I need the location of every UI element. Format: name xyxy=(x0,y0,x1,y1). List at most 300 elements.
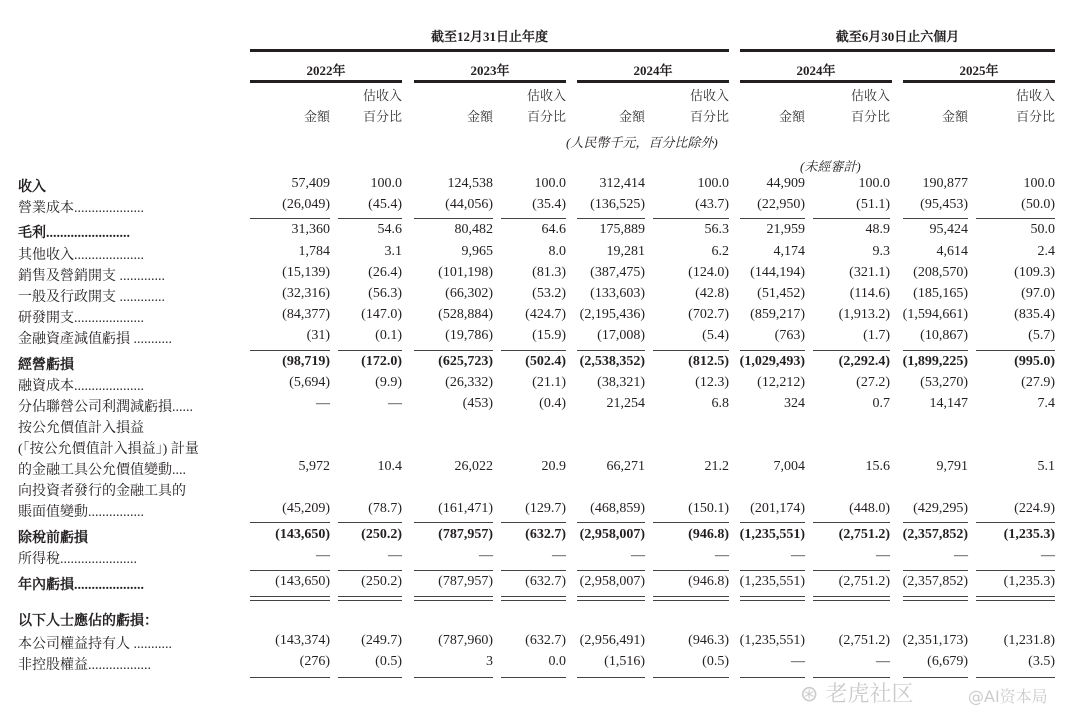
pct-cell: (249.7) xyxy=(361,633,402,648)
pct-cell: (2,751.2) xyxy=(838,527,890,542)
pct-cell: 100.0 xyxy=(534,176,566,191)
row-label: (「按公允價值計入損益」) 計量 xyxy=(18,442,199,457)
subtotal-rule xyxy=(976,570,1055,571)
row-label: 融資成本.................... xyxy=(18,379,144,394)
pct-cell: (424.7) xyxy=(525,307,566,322)
amount-cell: 26,022 xyxy=(454,459,493,474)
subtotal-rule xyxy=(338,596,402,597)
subtotal-rule xyxy=(501,600,566,601)
row-label: 向投資者發行的金融工具的 xyxy=(18,484,186,499)
year-rule xyxy=(250,80,402,83)
subtotal-rule xyxy=(740,522,805,523)
pct-cell: (1,913.2) xyxy=(838,307,890,322)
amount-cell: 21,254 xyxy=(606,396,645,411)
pct-cell: (0.5) xyxy=(375,654,402,669)
amount-cell: — xyxy=(316,548,330,563)
amount-cell: (32,316) xyxy=(282,286,330,301)
subtotal-rule xyxy=(653,600,729,601)
year-rule xyxy=(740,80,892,83)
amount-cell: (787,957) xyxy=(438,574,493,589)
amount-cell: (763) xyxy=(774,328,805,343)
amount-cell: (53,270) xyxy=(920,375,968,390)
subtotal-rule xyxy=(577,677,645,678)
pct-cell: (35.4) xyxy=(532,197,566,212)
pct-cell: 8.0 xyxy=(548,244,566,259)
pct-cell: — xyxy=(388,396,402,411)
amount-cell: (143,374) xyxy=(275,633,330,648)
row-label: 研發開支.................... xyxy=(18,311,144,326)
subtotal-rule xyxy=(653,218,729,219)
pct-cell: (124.0) xyxy=(688,265,729,280)
subtotal-rule xyxy=(813,522,890,523)
amount-cell: (143,650) xyxy=(275,527,330,542)
amount-cell: 31,360 xyxy=(291,222,330,237)
pct-column-header: 百分比 xyxy=(362,109,402,124)
row-label: 經營虧損 xyxy=(18,358,74,373)
subtotal-rule xyxy=(501,677,566,678)
subtotal-rule xyxy=(740,600,805,601)
amount-cell: 80,482 xyxy=(454,222,493,237)
subtotal-rule xyxy=(813,570,890,571)
amount-cell: 1,784 xyxy=(298,244,330,259)
pct-cell: 10.4 xyxy=(377,459,402,474)
subtotal-rule xyxy=(250,596,330,597)
year-rule xyxy=(903,80,1055,83)
pct-cell: (632.7) xyxy=(525,633,566,648)
subtotal-rule xyxy=(577,522,645,523)
pct-cell: 56.3 xyxy=(704,222,729,237)
subtotal-rule xyxy=(501,218,566,219)
pct-column-header: 估收入 xyxy=(850,88,890,103)
pct-cell: (946.3) xyxy=(688,633,729,648)
subtotal-rule xyxy=(338,570,402,571)
pct-cell: (15.9) xyxy=(532,328,566,343)
pct-cell: (1,231.8) xyxy=(1003,633,1055,648)
amount-cell: — xyxy=(479,548,493,563)
pct-cell: (2,751.2) xyxy=(838,633,890,648)
amount-cell: — xyxy=(791,654,805,669)
subtotal-rule xyxy=(338,350,402,351)
pct-cell: 3.1 xyxy=(384,244,402,259)
pct-cell: 100.0 xyxy=(858,176,890,191)
pct-cell: (12.3) xyxy=(695,375,729,390)
pct-column-header: 估收入 xyxy=(362,88,402,103)
amount-cell: (38,321) xyxy=(597,375,645,390)
amount-cell: (5,694) xyxy=(289,375,330,390)
amount-cell: (276) xyxy=(299,654,330,669)
pct-cell: (2,292.4) xyxy=(838,354,890,369)
pct-cell: — xyxy=(876,548,890,563)
amount-cell: (387,475) xyxy=(590,265,645,280)
pct-cell: (250.2) xyxy=(361,574,402,589)
pct-cell: 100.0 xyxy=(1023,176,1055,191)
pct-cell: 2.4 xyxy=(1037,244,1055,259)
amount-cell: (26,049) xyxy=(282,197,330,212)
subtotal-rule xyxy=(250,677,330,678)
pct-cell: (78.7) xyxy=(368,501,402,516)
pct-column-header: 百分比 xyxy=(689,109,729,124)
row-label: 分佔聯營公司利潤減虧損...... xyxy=(18,400,193,415)
header-rule xyxy=(740,49,1055,52)
amount-cell: (787,960) xyxy=(438,633,493,648)
pct-cell: 6.2 xyxy=(711,244,729,259)
subtotal-rule xyxy=(976,350,1055,351)
amount-cell: 14,147 xyxy=(929,396,968,411)
row-label: 本公司權益持有人 ........... xyxy=(18,637,172,652)
pct-cell: (50.0) xyxy=(1021,197,1055,212)
subtotal-rule xyxy=(903,522,968,523)
pct-cell: (5.7) xyxy=(1028,328,1055,343)
year-header: 2022年 xyxy=(306,63,346,78)
pct-column-header: 估收入 xyxy=(689,88,729,103)
amount-cell: 9,791 xyxy=(936,459,968,474)
row-label: 金融資產減值虧損 ........... xyxy=(18,332,172,347)
pct-cell: (0.1) xyxy=(375,328,402,343)
subtotal-rule xyxy=(414,677,493,678)
subtotal-rule xyxy=(653,350,729,351)
subtotal-rule xyxy=(501,596,566,597)
amount-cell: 66,271 xyxy=(606,459,645,474)
amount-cell: (31) xyxy=(306,328,330,343)
subtotal-rule xyxy=(338,218,402,219)
amount-cell: (787,957) xyxy=(438,527,493,542)
amount-cell: (2,956,491) xyxy=(579,633,645,648)
amount-cell: 4,614 xyxy=(936,244,968,259)
amount-cell: (95,453) xyxy=(920,197,968,212)
subtotal-rule xyxy=(501,570,566,571)
amount-cell: 5,972 xyxy=(298,459,330,474)
pct-cell: (224.9) xyxy=(1014,501,1055,516)
subtotal-rule xyxy=(338,600,402,601)
row-label: 毛利........................ xyxy=(18,226,130,241)
amount-cell: — xyxy=(954,548,968,563)
subtotal-rule xyxy=(903,600,968,601)
amount-cell: (133,603) xyxy=(590,286,645,301)
subtotal-rule xyxy=(740,677,805,678)
amount-cell: (66,302) xyxy=(445,286,493,301)
subtotal-rule xyxy=(653,596,729,597)
amount-cell: — xyxy=(316,396,330,411)
amount-column-header: 金額 xyxy=(618,109,645,124)
pct-cell: (53.2) xyxy=(532,286,566,301)
subtotal-rule xyxy=(501,522,566,523)
amount-cell: (185,165) xyxy=(913,286,968,301)
pct-cell: 5.1 xyxy=(1037,459,1055,474)
amount-cell: (201,174) xyxy=(750,501,805,516)
amount-cell: (453) xyxy=(462,396,493,411)
amount-cell: 312,414 xyxy=(599,176,645,191)
interim-period-title: 截至6月30日止六個月 xyxy=(835,29,960,44)
header-rule xyxy=(250,49,729,52)
amount-cell: (101,198) xyxy=(438,265,493,280)
pct-cell: 0.0 xyxy=(548,654,566,669)
subtotal-rule xyxy=(577,350,645,351)
amount-cell: (161,471) xyxy=(438,501,493,516)
unit-note: (人民幣千元，百分比除外) xyxy=(566,135,718,150)
pct-cell: (109.3) xyxy=(1014,265,1055,280)
subtotal-rule xyxy=(338,677,402,678)
row-label: 其他收入.................... xyxy=(18,248,144,263)
subtotal-rule xyxy=(414,350,493,351)
amount-cell: 4,174 xyxy=(773,244,805,259)
pct-cell: (150.1) xyxy=(688,501,729,516)
year-header: 2024年 xyxy=(796,63,836,78)
amount-cell: (136,525) xyxy=(590,197,645,212)
pct-cell: (632.7) xyxy=(525,574,566,589)
amount-cell: (26,332) xyxy=(445,375,493,390)
pct-cell: 54.6 xyxy=(377,222,402,237)
amount-cell: (1,235,551) xyxy=(739,574,805,589)
subtotal-rule xyxy=(414,596,493,597)
subtotal-rule xyxy=(414,600,493,601)
amount-cell: (528,884) xyxy=(438,307,493,322)
pct-cell: 64.6 xyxy=(541,222,566,237)
amount-column-header: 金額 xyxy=(778,109,805,124)
subtotal-rule xyxy=(740,350,805,351)
row-label: 以下人士應佔的虧損： xyxy=(18,614,158,629)
amount-cell: (15,139) xyxy=(282,265,330,280)
amount-cell: (429,295) xyxy=(913,501,968,516)
row-label: 按公允價值計入損益 xyxy=(18,421,144,436)
amount-cell: (1,235,551) xyxy=(739,633,805,648)
pct-cell: 6.8 xyxy=(711,396,729,411)
watermark-logo: ⊛ 老虎社区 xyxy=(800,682,914,707)
pct-cell: (0.4) xyxy=(539,396,566,411)
subtotal-rule xyxy=(250,570,330,571)
subtotal-rule xyxy=(577,570,645,571)
subtotal-rule xyxy=(976,677,1055,678)
pct-cell: 100.0 xyxy=(697,176,729,191)
pct-cell: (129.7) xyxy=(525,501,566,516)
amount-cell: (1,029,493) xyxy=(739,354,805,369)
amount-cell: (44,056) xyxy=(445,197,493,212)
amount-cell: (2,195,436) xyxy=(579,307,645,322)
year-rule xyxy=(414,80,566,83)
subtotal-rule xyxy=(414,218,493,219)
pct-cell: — xyxy=(876,654,890,669)
pct-cell: 20.9 xyxy=(541,459,566,474)
pct-column-header: 估收入 xyxy=(526,88,566,103)
subtotal-rule xyxy=(903,218,968,219)
year-header: 2024年 xyxy=(633,63,673,78)
amount-cell: (1,594,661) xyxy=(902,307,968,322)
subtotal-rule xyxy=(653,677,729,678)
pct-cell: (321.1) xyxy=(849,265,890,280)
pct-column-header: 百分比 xyxy=(850,109,890,124)
amount-cell: 19,281 xyxy=(606,244,645,259)
subtotal-rule xyxy=(577,596,645,597)
subtotal-rule xyxy=(577,218,645,219)
pct-cell: — xyxy=(388,548,402,563)
amount-cell: (625,723) xyxy=(438,354,493,369)
subtotal-rule xyxy=(813,677,890,678)
amount-cell: 190,877 xyxy=(922,176,968,191)
amount-cell: (22,950) xyxy=(757,197,805,212)
amount-cell: (84,377) xyxy=(282,307,330,322)
subtotal-rule xyxy=(813,350,890,351)
pct-column-header: 估收入 xyxy=(1015,88,1055,103)
amount-cell: (10,867) xyxy=(920,328,968,343)
pct-cell: (21.1) xyxy=(532,375,566,390)
pct-cell: (448.0) xyxy=(849,501,890,516)
subtotal-rule xyxy=(501,350,566,351)
pct-cell: (702.7) xyxy=(688,307,729,322)
amount-column-header: 金額 xyxy=(941,109,968,124)
pct-cell: (946.8) xyxy=(688,574,729,589)
amount-cell: (51,452) xyxy=(757,286,805,301)
pct-cell: (42.8) xyxy=(695,286,729,301)
pct-cell: — xyxy=(715,548,729,563)
subtotal-rule xyxy=(976,522,1055,523)
pct-cell: (0.5) xyxy=(702,654,729,669)
unaudited-note: (未經審計) xyxy=(800,159,861,174)
pct-cell: (1,235.3) xyxy=(1003,574,1055,589)
subtotal-rule xyxy=(903,677,968,678)
subtotal-rule xyxy=(250,522,330,523)
pct-cell: (995.0) xyxy=(1014,354,1055,369)
pct-cell: — xyxy=(552,548,566,563)
row-label: 非控股權益.................. xyxy=(18,658,151,673)
subtotal-rule xyxy=(903,570,968,571)
row-label: 賬面值變動................ xyxy=(18,505,144,520)
amount-cell: (19,786) xyxy=(445,328,493,343)
row-label: 除稅前虧損 xyxy=(18,531,88,546)
amount-cell: 21,959 xyxy=(766,222,805,237)
amount-cell: — xyxy=(631,548,645,563)
amount-cell: 124,538 xyxy=(447,176,493,191)
subtotal-rule xyxy=(653,522,729,523)
amount-cell: (2,958,007) xyxy=(579,527,645,542)
pct-cell: (147.0) xyxy=(361,307,402,322)
row-label: 銷售及營銷開支 ............. xyxy=(18,269,165,284)
amount-cell: 95,424 xyxy=(929,222,968,237)
subtotal-rule xyxy=(653,570,729,571)
pct-cell: (51.1) xyxy=(856,197,890,212)
subtotal-rule xyxy=(740,570,805,571)
pct-cell: (812.5) xyxy=(688,354,729,369)
row-label: 營業成本.................... xyxy=(18,201,144,216)
pct-cell: 0.7 xyxy=(872,396,890,411)
amount-cell: (143,650) xyxy=(275,574,330,589)
year-rule xyxy=(577,80,729,83)
amount-cell: (1,516) xyxy=(604,654,645,669)
subtotal-rule xyxy=(976,218,1055,219)
pct-cell: (1.7) xyxy=(863,328,890,343)
amount-cell: 175,889 xyxy=(599,222,645,237)
amount-cell: (2,958,007) xyxy=(579,574,645,589)
pct-cell: (97.0) xyxy=(1021,286,1055,301)
pct-column-header: 百分比 xyxy=(1015,109,1055,124)
pct-cell: (26.4) xyxy=(368,265,402,280)
amount-column-header: 金額 xyxy=(466,109,493,124)
pct-cell: (250.2) xyxy=(361,527,402,542)
subtotal-rule xyxy=(414,570,493,571)
amount-cell: 44,909 xyxy=(766,176,805,191)
pct-cell: 48.9 xyxy=(865,222,890,237)
watermark-handle: @AI资本局 xyxy=(968,687,1048,706)
pct-cell: 21.2 xyxy=(704,459,729,474)
amount-cell: (45,209) xyxy=(282,501,330,516)
amount-cell: (12,212) xyxy=(757,375,805,390)
amount-cell: (208,570) xyxy=(913,265,968,280)
amount-cell: (2,357,852) xyxy=(902,527,968,542)
pct-cell: (2,751.2) xyxy=(838,574,890,589)
amount-cell: (2,351,173) xyxy=(902,633,968,648)
watermark-text: 老虎社区 xyxy=(825,682,914,707)
pct-cell: (632.7) xyxy=(525,527,566,542)
pct-cell: (27.9) xyxy=(1021,375,1055,390)
pct-cell: (81.3) xyxy=(532,265,566,280)
subtotal-rule xyxy=(903,596,968,597)
row-label: 年內虧損.................... xyxy=(18,578,144,593)
pct-cell: (3.5) xyxy=(1028,654,1055,669)
amount-cell: (6,679) xyxy=(927,654,968,669)
row-label: 一般及行政開支 ............. xyxy=(18,290,165,305)
amount-cell: (1,235,551) xyxy=(739,527,805,542)
pct-cell: 15.6 xyxy=(865,459,890,474)
subtotal-rule xyxy=(250,350,330,351)
row-label: 的金融工具公允價值變動.... xyxy=(18,463,186,478)
pct-cell: 100.0 xyxy=(370,176,402,191)
pct-cell: 7.4 xyxy=(1037,396,1055,411)
pct-cell: (56.3) xyxy=(368,286,402,301)
pct-cell: (43.7) xyxy=(695,197,729,212)
amount-cell: 324 xyxy=(784,396,805,411)
row-label: 收入 xyxy=(18,180,46,195)
pct-cell: 9.3 xyxy=(872,244,890,259)
subtotal-rule xyxy=(250,218,330,219)
pct-cell: — xyxy=(1041,548,1055,563)
subtotal-rule xyxy=(740,218,805,219)
pct-cell: (172.0) xyxy=(361,354,402,369)
subtotal-rule xyxy=(414,522,493,523)
amount-cell: (98,719) xyxy=(282,354,330,369)
subtotal-rule xyxy=(740,596,805,597)
amount-cell: (144,194) xyxy=(750,265,805,280)
row-label: 所得稅...................... xyxy=(18,552,137,567)
pct-cell: (45.4) xyxy=(368,197,402,212)
amount-cell: 3 xyxy=(486,654,493,669)
amount-cell: 9,965 xyxy=(461,244,493,259)
amount-cell: 57,409 xyxy=(291,176,330,191)
pct-cell: (502.4) xyxy=(525,354,566,369)
pct-cell: (114.6) xyxy=(849,286,890,301)
subtotal-rule xyxy=(903,350,968,351)
pct-cell: (835.4) xyxy=(1014,307,1055,322)
subtotal-rule xyxy=(813,218,890,219)
subtotal-rule xyxy=(813,596,890,597)
amount-cell: (859,217) xyxy=(750,307,805,322)
pct-cell: (27.2) xyxy=(856,375,890,390)
amount-cell: (2,538,352) xyxy=(579,354,645,369)
pct-cell: (1,235.3) xyxy=(1003,527,1055,542)
subtotal-rule xyxy=(813,600,890,601)
pct-cell: (946.8) xyxy=(688,527,729,542)
amount-cell: — xyxy=(791,548,805,563)
amount-column-header: 金額 xyxy=(303,109,330,124)
amount-cell: (2,357,852) xyxy=(902,574,968,589)
subtotal-rule xyxy=(250,600,330,601)
annual-period-title: 截至12月31日止年度 xyxy=(430,29,548,44)
pct-cell: 50.0 xyxy=(1030,222,1055,237)
subtotal-rule xyxy=(976,596,1055,597)
pct-cell: (5.4) xyxy=(702,328,729,343)
subtotal-rule xyxy=(338,522,402,523)
year-header: 2023年 xyxy=(470,63,510,78)
year-header: 2025年 xyxy=(959,63,999,78)
pct-cell: (9.9) xyxy=(375,375,402,390)
amount-cell: 7,004 xyxy=(773,459,805,474)
